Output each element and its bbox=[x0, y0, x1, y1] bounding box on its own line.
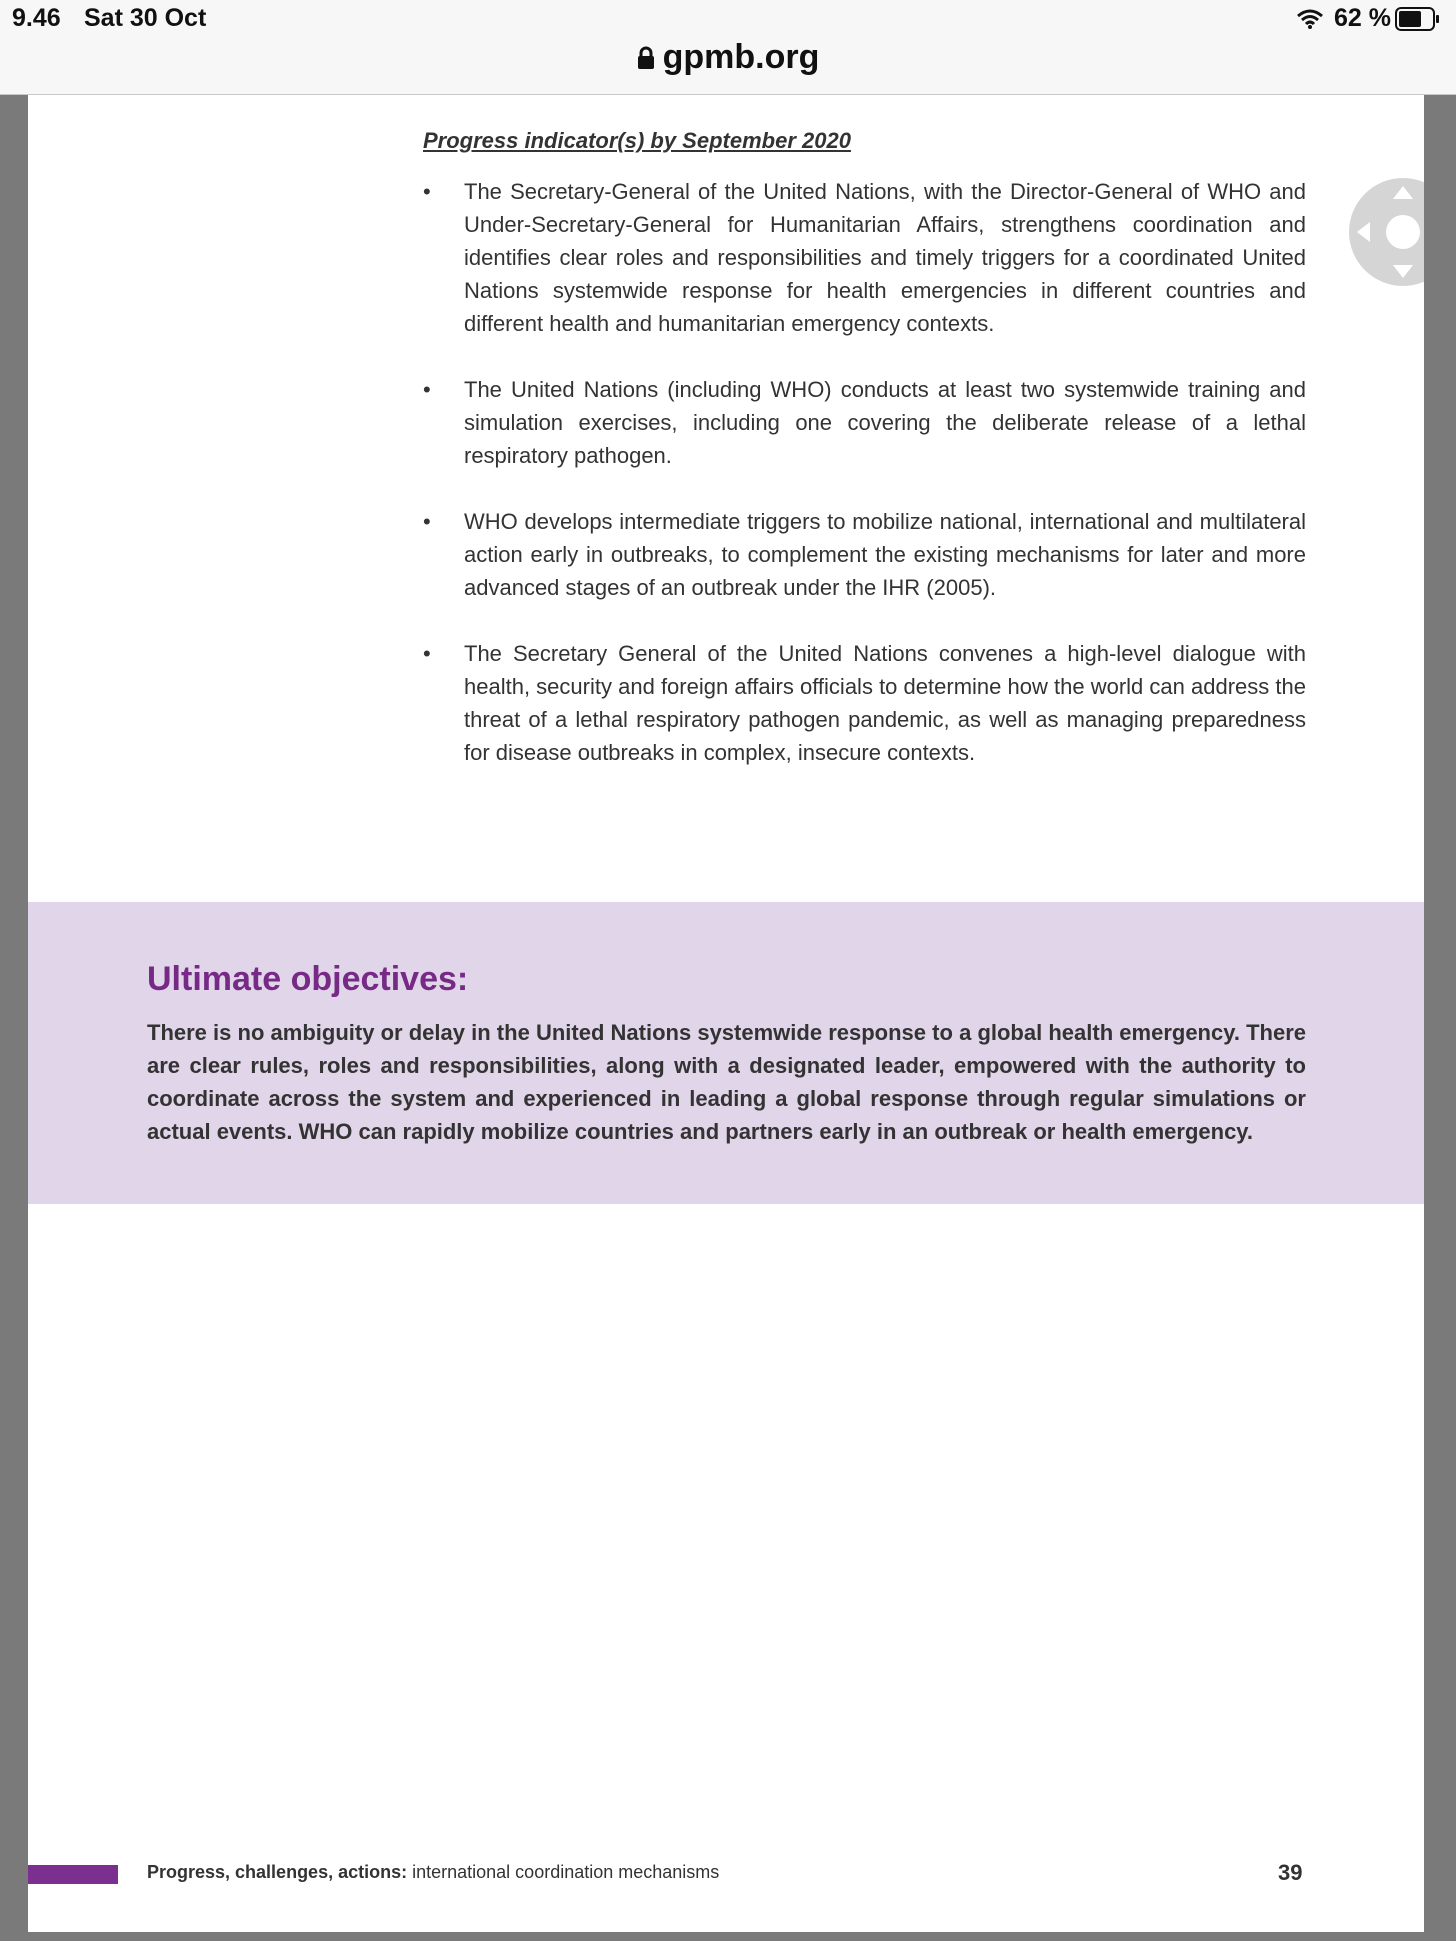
list-item bbox=[423, 175, 1306, 340]
footer-accent-bar bbox=[28, 1865, 118, 1884]
progress-heading: Progress indicator(s) by September 2020 bbox=[423, 128, 851, 153]
bullet-text: WHO develops intermediate triggers to mobilize national, international and multilateral action early in outbreaks, to complement the existing mechanisms for later and more advanced stages of an outbreak under the IHR (2005). bbox=[464, 509, 1306, 600]
bullet-text: The United Nations (including WHO) conducts at least two systemwide training and simulation exercises, including one covering the deliberate release of a lethal respiratory pathogen. bbox=[464, 377, 1306, 468]
objectives-title: Ultimate objectives: bbox=[147, 960, 469, 998]
address-bar[interactable] bbox=[0, 38, 1456, 79]
bullet-icon: • bbox=[423, 641, 431, 666]
list-item bbox=[423, 505, 1306, 604]
status-date: Sat 30 Oct bbox=[84, 4, 207, 32]
list-item bbox=[423, 373, 1306, 472]
battery-icon bbox=[1395, 6, 1441, 37]
lock-icon bbox=[637, 40, 655, 79]
status-time: 9.46 bbox=[12, 4, 61, 32]
url-text: gpmb.org bbox=[662, 38, 820, 76]
bullet-text: The Secretary-General of the United Nations, with the Director-General of WHO and Under-Secretary-General for Humanitarian Affairs, strengthens coordination and identifies clear roles and responsibilities and timely triggers for a coordinated United Nations systemwide response for health emergencies in different countries and different health and humanitarian emergency contexts. bbox=[464, 179, 1306, 336]
list-item bbox=[423, 637, 1306, 769]
footer-caption bbox=[147, 1862, 719, 1883]
battery-percentage: 62 % bbox=[1334, 4, 1391, 32]
footer-rest: international coordination mechanisms bbox=[407, 1862, 720, 1882]
ultimate-objectives-box bbox=[28, 902, 1424, 1204]
bullet-icon: • bbox=[423, 377, 431, 402]
progress-indicator-list bbox=[423, 175, 1306, 802]
status-bar bbox=[0, 0, 1456, 95]
page-number: 39 bbox=[1278, 1860, 1303, 1885]
wifi-icon bbox=[1296, 8, 1324, 35]
bullet-icon: • bbox=[423, 179, 431, 204]
bullet-text: The Secretary General of the United Nations convenes a high-level dialogue with health, security and foreign affairs officials to determine how the world can address the threat of a lethal respiratory pathogen pandemic, as well as managing preparedness for disease outbreaks in complex, insecure contexts. bbox=[464, 641, 1306, 765]
bullet-icon: • bbox=[423, 509, 431, 534]
navigation-control-icon[interactable] bbox=[1348, 177, 1424, 292]
document-page[interactable] bbox=[28, 95, 1424, 1932]
footer-bold: Progress, challenges, actions: bbox=[147, 1862, 408, 1882]
objectives-text: There is no ambiguity or delay in the United Nations systemwide response to a global health emergency. There are clear rules, roles and responsibilities, along with a designated leader, empowered with the authority to coordinate across the system and experienced in leading a global response through regular simulations or actual events. WHO can rapidly mobilize countries and partners early in an outbreak or health emergency. bbox=[147, 1020, 1306, 1144]
